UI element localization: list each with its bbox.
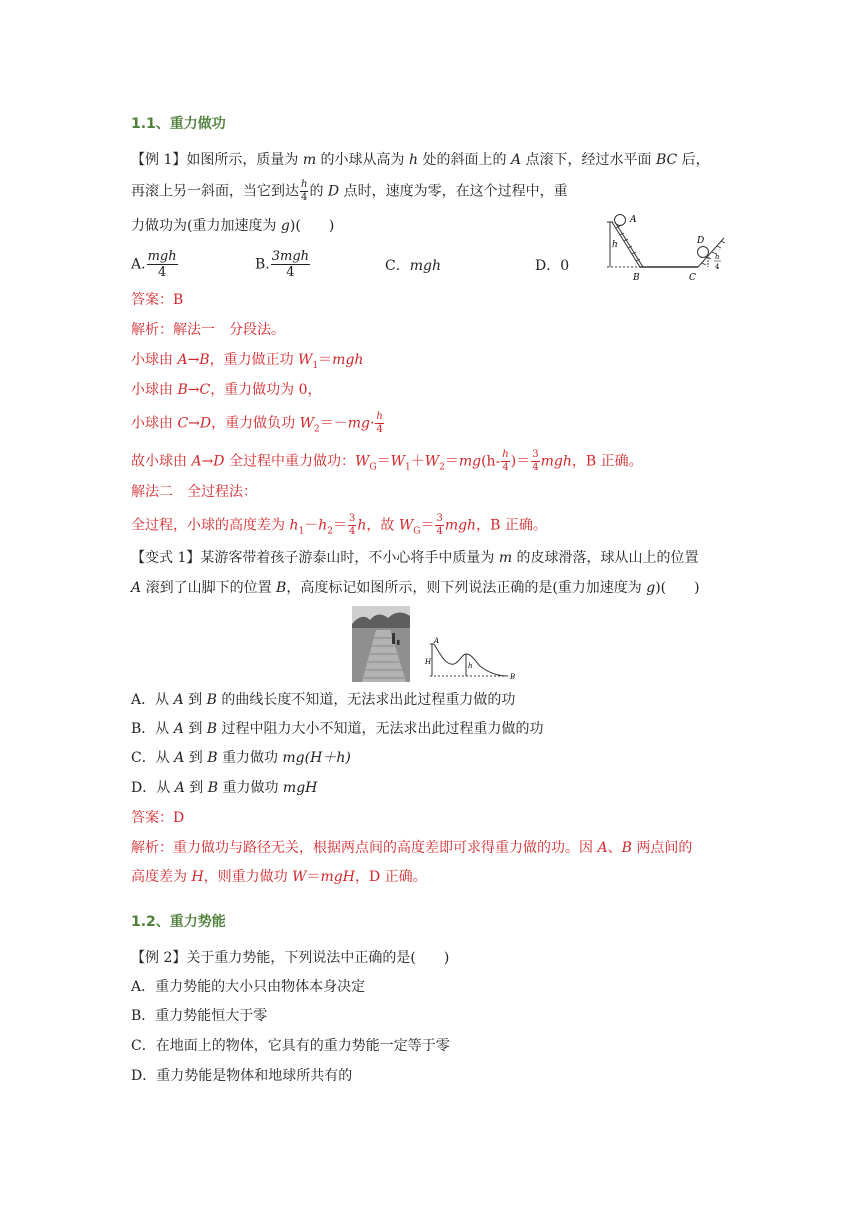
example-2-stem: 【例 2】关于重力势能，下列说法中正确的是( ) <box>131 950 450 966</box>
example-2-option-b: B．重力势能恒大于零 <box>131 1008 268 1024</box>
solution-1-line-6: 解法二 全过程法： <box>131 484 257 500</box>
solution-1-line-3: 小球由 B→C，重力做功为 0， <box>131 382 322 398</box>
option-d: D．0 <box>535 258 570 274</box>
variant-1-line-1: 【变式 1】某游客带着孩子游泰山时，不小心将手中质量为 m 的皮球滑落，球从山上的位置 <box>131 550 699 566</box>
solution-2-line-2: 高度差为 H，则重力做功 W＝mgH，D 正确。 <box>131 869 427 885</box>
svg-text:h: h <box>715 253 720 261</box>
example-1-line-1: 【例 1】如图所示，质量为 m 的小球从高为 h 处的斜面上的 A 点滚下，经过水平面 BC 后， <box>131 152 710 168</box>
answer-1: 答案：B <box>131 292 184 308</box>
svg-text:A: A <box>434 637 440 645</box>
svg-text:A: A <box>630 215 637 225</box>
variant-1-option-b: B．从 A 到 B 过程中阻力大小不知道，无法求出此过程重力做的功 <box>131 721 544 737</box>
variant-1-line-2: A 滚到了山脚下的位置 B，高度标记如图所示，则下列说法正确的是(重力加速度为 g)( ) <box>131 580 700 596</box>
ball-a-icon <box>615 215 626 226</box>
svg-text:h: h <box>468 662 473 670</box>
svg-text:B: B <box>633 273 640 283</box>
solution-1-line-5: 故小球由 A→D 全过程中重力做功：$W_G=W_1+W_2=mg(h-$ $\frac{h}{4}$ )＝ $\frac{3}{4}$ mgh，B 正确。 <box>131 449 643 473</box>
incline-track-figure <box>600 210 735 290</box>
solution-1-line-1: 解析：解法一 分段法。 <box>131 322 285 338</box>
variant-1-option-d: D．从 A 到 B 重力做功 mgH <box>131 780 318 796</box>
option-b: B. $\frac{\text{3mgh}}{4}$ <box>255 249 310 280</box>
svg-text:h: h <box>612 240 618 250</box>
section-title-2: 1.2、重力势能 <box>131 914 226 930</box>
variant-1-option-a: A．从 A 到 B 的曲线长度不知道，无法求出此过程重力做的功 <box>131 692 516 708</box>
svg-text:C: C <box>689 273 696 283</box>
svg-text:4: 4 <box>715 263 720 271</box>
solution-1-line-4: 小球由 C→D，重力做负功 $W_2=-mg\cdot$ $\frac{h}{4}$ <box>131 411 383 435</box>
section-title: 1.1、重力做功 <box>131 116 226 132</box>
answer-2: 答案：D <box>131 810 185 826</box>
hill-curve-figure <box>424 636 520 682</box>
example-1-options <box>131 250 611 290</box>
option-a: A. $\frac{\text{mgh}}{4}$ <box>131 249 177 280</box>
svg-text:H: H <box>425 658 432 666</box>
solution-1-line-7: 全过程，小球的高度差为 $h_1-h_2=$ $\frac{3}{4}$ h，故 $W_G=$ $\frac{3}{4}$ mgh，B 正确。 <box>131 513 547 537</box>
example-2-option-d: D．重力势能是物体和地球所共有的 <box>131 1068 353 1084</box>
ball-d-icon <box>698 247 709 258</box>
solution-2-line-1: 解析：重力做功与路径无关，根据两点间的高度差即可求得重力做的功。因 A、B 两点间的 <box>131 840 693 856</box>
example-2-option-c: C．在地面上的物体，它具有的重力势能一定等于零 <box>131 1038 450 1054</box>
variant-1-option-c: C．从 A 到 B 重力做功 mg(H＋h) <box>131 750 351 766</box>
example-1-line-3: 力做功为(重力加速度为 g)( ) <box>131 218 335 234</box>
svg-text:B: B <box>510 673 516 681</box>
option-c: C．mgh <box>385 258 441 274</box>
example-1-line-2: 再滚上另一斜面，当它到达 $\frac{h}{4}$ 的 D 点时，速度为零，在这个过程中，重 <box>131 179 568 203</box>
solution-1-line-2: 小球由 A→B，重力做正功 $W_1=mgh$ <box>131 352 364 371</box>
stairs-photo <box>352 606 410 682</box>
example-2-option-a: A．重力势能的大小只由物体本身决定 <box>131 979 366 995</box>
svg-text:D: D <box>697 236 705 246</box>
